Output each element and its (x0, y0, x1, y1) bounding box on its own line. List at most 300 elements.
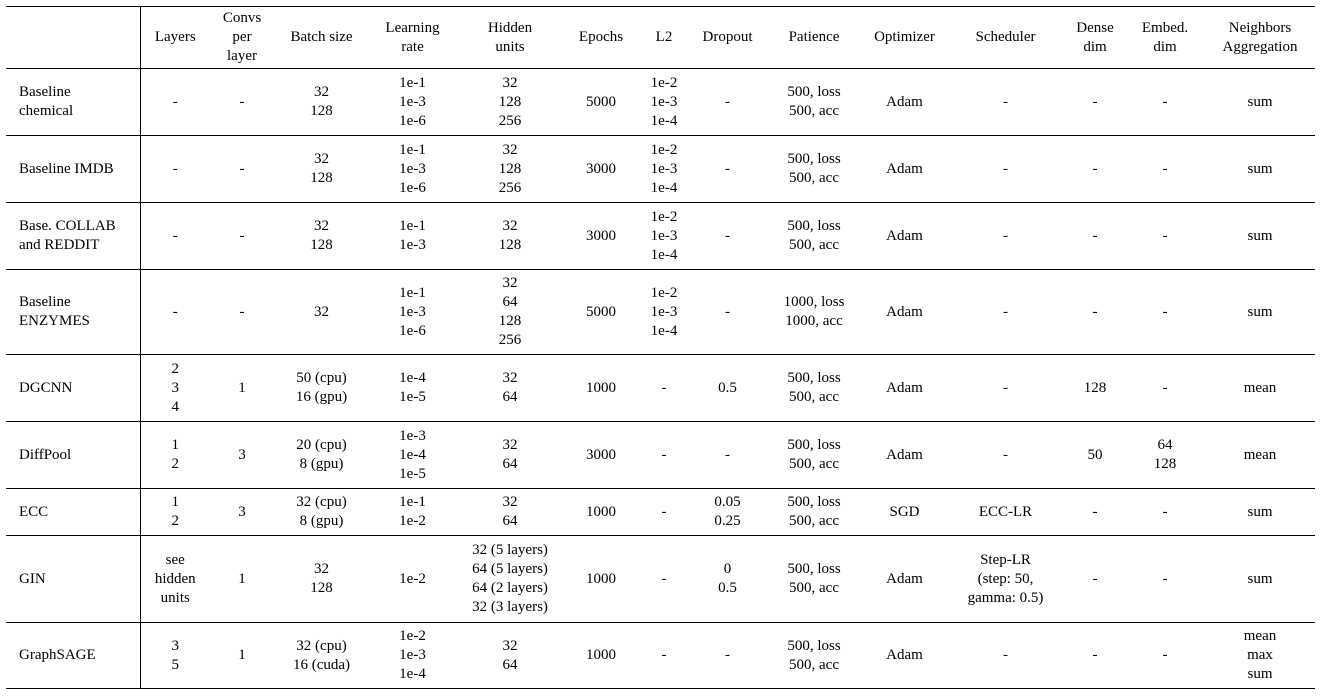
column-header (765, 7, 863, 69)
table-cell (564, 489, 638, 536)
cell-line: - (725, 93, 730, 110)
cell-line: 128 (498, 93, 522, 110)
table-cell (369, 422, 456, 489)
header-line: Embed. (1141, 19, 1189, 36)
table-cell (564, 536, 638, 623)
table-cell (210, 536, 274, 623)
column-header (140, 7, 210, 69)
table-cell (765, 489, 863, 536)
cell-line: 1e-2 (650, 284, 678, 301)
cell-line: - (1092, 503, 1098, 520)
table-cell (765, 355, 863, 422)
table-cell (946, 422, 1065, 489)
column-header (369, 7, 456, 69)
cell-line: 1e-2 (650, 74, 678, 91)
cell-line: 500, acc (789, 656, 839, 673)
cell-line: - (661, 647, 667, 663)
cell-line: see (165, 551, 185, 568)
table-cell (1205, 203, 1315, 270)
cell-line: 0.25 (714, 513, 741, 529)
cell-line: - (172, 93, 178, 110)
cell-line: - (1003, 227, 1008, 244)
cell-line: 128 (498, 160, 522, 177)
cell-line: 32 (314, 303, 329, 320)
table-cell (690, 422, 765, 489)
table-cell (863, 489, 946, 536)
table-cell (274, 422, 369, 489)
table-cell (564, 422, 638, 489)
cell-line: - (1162, 379, 1168, 396)
table-cell (863, 203, 946, 270)
header-line: Hidden (487, 19, 533, 36)
cell-line: - (1092, 570, 1098, 587)
cell-line: 16 (gpu) (295, 389, 348, 405)
header-corner (6, 7, 140, 69)
cell-line: 32 (cpu) (296, 637, 347, 654)
table-cell (946, 203, 1065, 270)
cell-line: 4 (171, 398, 179, 415)
cell-line: 2 (171, 513, 179, 529)
table-cell (210, 136, 274, 203)
cell-line: 3000 (586, 446, 616, 463)
cell-line: 1e-4 (650, 112, 678, 129)
table-cell (863, 355, 946, 422)
cell-line: 20 (cpu) (296, 437, 347, 453)
column-header (456, 7, 564, 69)
table-cell (274, 536, 369, 623)
table-cell (765, 270, 863, 355)
table-cell (863, 136, 946, 203)
cell-line: Adam (886, 379, 923, 396)
cell-line: 3000 (586, 160, 616, 177)
cell-line: - (1092, 160, 1098, 177)
cell-line: 32 (314, 151, 329, 167)
cell-line: 3 (238, 503, 246, 520)
table-cell (690, 355, 765, 422)
row-label (6, 489, 140, 536)
hyperparameter-table (6, 6, 1315, 689)
cell-line: 2 (171, 456, 179, 472)
cell-line: 1 (238, 570, 246, 587)
cell-line: 1 (171, 437, 179, 453)
table-cell (210, 203, 274, 270)
table-cell (863, 69, 946, 136)
cell-line: 64 (1157, 437, 1173, 453)
table-cell (1065, 422, 1125, 489)
cell-line: 32 (502, 218, 518, 234)
cell-line: 500, acc (789, 389, 839, 405)
row-label (6, 422, 140, 489)
cell-line: 32 (502, 370, 518, 386)
cell-line: 1e-4 (650, 179, 678, 196)
table-cell (369, 536, 456, 623)
cell-line: 500, acc (789, 170, 839, 186)
cell-line: and REDDIT (19, 237, 100, 253)
cell-line: sum (1247, 303, 1273, 320)
cell-line: 32 (cpu) (296, 494, 347, 510)
cell-line: max (1247, 647, 1273, 663)
cell-line: 32 (502, 74, 518, 91)
cell-line: DGCNN (19, 379, 73, 396)
hyperparameter-table-wrapper (6, 6, 1315, 689)
cell-line: 1e-3 (399, 93, 426, 110)
header-row (6, 7, 1315, 69)
table-cell (1205, 136, 1315, 203)
table-cell (210, 623, 274, 689)
table-cell (369, 270, 456, 355)
cell-line: 1e-3 (650, 93, 678, 110)
table-cell (946, 355, 1065, 422)
table-cell (1065, 623, 1125, 689)
column-header (274, 7, 369, 69)
cell-line: 500, acc (789, 237, 839, 253)
header-line: Patience (788, 29, 840, 45)
table-cell (1205, 422, 1315, 489)
row-label (6, 69, 140, 136)
cell-line: - (239, 227, 245, 244)
cell-line: sum (1247, 227, 1273, 244)
cell-line: Adam (886, 647, 923, 663)
cell-line: 1000 (586, 379, 616, 396)
cell-line: 8 (gpu) (299, 513, 344, 529)
table-cell (638, 136, 690, 203)
cell-line: 1e-3 (399, 427, 426, 444)
cell-line: 0.5 (718, 580, 737, 596)
cell-line: - (172, 227, 178, 244)
table-cell (210, 422, 274, 489)
header-line: Layers (154, 29, 196, 45)
table-cell (564, 203, 638, 270)
table-cell (140, 270, 210, 355)
cell-line: 1e-6 (399, 112, 426, 129)
table-cell (274, 270, 369, 355)
cell-line: Baseline IMDB (19, 160, 114, 177)
cell-line: - (239, 303, 245, 320)
cell-line: - (1162, 93, 1168, 110)
cell-line: - (239, 93, 245, 110)
table-cell (946, 536, 1065, 623)
table-cell (1065, 536, 1125, 623)
cell-line: 1000, acc (785, 313, 843, 329)
cell-line: 128 (310, 170, 333, 186)
cell-line: - (661, 446, 667, 463)
cell-line: 0.5 (718, 379, 737, 396)
cell-line: mean (1243, 446, 1277, 463)
cell-line: 500, loss (787, 370, 841, 386)
table-cell (140, 422, 210, 489)
cell-line: 1e-2 (399, 570, 426, 587)
table-cell (274, 69, 369, 136)
cell-line: - (725, 446, 730, 463)
cell-line: 256 (498, 112, 522, 129)
table-cell (765, 536, 863, 623)
table-cell (765, 422, 863, 489)
column-header (564, 7, 638, 69)
cell-line: 1e-6 (399, 179, 426, 196)
table-cell (690, 69, 765, 136)
cell-line: 32 (502, 637, 518, 654)
table-cell (1125, 270, 1205, 355)
cell-line: 8 (gpu) (299, 456, 344, 472)
cell-line: - (1162, 647, 1168, 663)
table-cell (210, 69, 274, 136)
table-cell (210, 355, 274, 422)
cell-line: 5000 (586, 93, 616, 110)
table-row (6, 136, 1315, 203)
cell-line: - (239, 160, 245, 177)
table-cell (1205, 489, 1315, 536)
cell-line: - (1003, 160, 1008, 177)
table-cell (765, 623, 863, 689)
table-cell (638, 270, 690, 355)
table-cell (863, 536, 946, 623)
table-row (6, 536, 1315, 623)
cell-line: 32 (314, 84, 329, 100)
cell-line: 128 (498, 313, 522, 329)
cell-line: 5000 (586, 303, 616, 320)
cell-line: 50 (1087, 446, 1103, 463)
table-cell (1205, 270, 1315, 355)
header-line: Epochs (578, 29, 624, 45)
cell-line: 64 (502, 389, 518, 405)
cell-line: 1e-1 (399, 218, 426, 234)
cell-line: - (1092, 227, 1098, 244)
table-cell (140, 203, 210, 270)
table-cell (638, 203, 690, 270)
cell-line: 1e-3 (650, 227, 678, 244)
cell-line: 1e-5 (399, 389, 426, 405)
table-cell (1125, 489, 1205, 536)
cell-line: 1e-2 (650, 208, 678, 225)
table-cell (369, 69, 456, 136)
table-cell (564, 136, 638, 203)
table-cell (274, 203, 369, 270)
table-cell (1125, 355, 1205, 422)
table-cell (456, 270, 564, 355)
table-cell (765, 69, 863, 136)
cell-line: - (172, 160, 178, 177)
table-cell (369, 136, 456, 203)
cell-line: 0 (723, 561, 732, 577)
cell-line: - (1003, 303, 1008, 320)
cell-line: ENZYMES (19, 313, 90, 329)
cell-line: - (1092, 647, 1098, 663)
cell-line: 1 (171, 494, 179, 510)
column-header (863, 7, 946, 69)
cell-line: sum (1247, 570, 1273, 587)
cell-line: 500, acc (789, 456, 839, 472)
column-header (1205, 7, 1315, 69)
cell-line: 500, acc (789, 103, 839, 119)
table-cell (140, 623, 210, 689)
cell-line: 5 (171, 656, 179, 673)
cell-line: sum (1247, 160, 1273, 177)
table-cell (1125, 623, 1205, 689)
cell-line: - (1162, 570, 1168, 587)
cell-line: 1000 (586, 503, 616, 520)
cell-line: 50 (cpu) (296, 370, 347, 386)
cell-line: 64 (502, 656, 518, 673)
cell-line: hidden (154, 570, 196, 587)
row-label (6, 536, 140, 623)
cell-line: - (1162, 303, 1168, 320)
row-label (6, 623, 140, 689)
cell-line: 16 (cuda) (292, 656, 351, 673)
cell-line: 1e-2 (399, 628, 426, 644)
cell-line: 1000, loss (783, 294, 845, 310)
column-header (690, 7, 765, 69)
table-cell (946, 69, 1065, 136)
cell-line: Baseline (19, 84, 71, 100)
cell-line: 32 (502, 275, 518, 291)
cell-line: 128 (310, 580, 333, 596)
header-line: Learning (385, 19, 440, 36)
header-line: units (495, 38, 525, 55)
cell-line: 1e-3 (399, 303, 426, 320)
cell-line: 1e-2 (650, 141, 678, 158)
cell-line: 32 (314, 218, 329, 234)
cell-line: Adam (886, 227, 923, 244)
cell-line: 1 (238, 379, 246, 396)
cell-line: 500, acc (789, 580, 839, 596)
cell-line: 1e-4 (399, 666, 426, 682)
table-cell (369, 489, 456, 536)
cell-line: 500, loss (787, 494, 841, 510)
table-cell (638, 623, 690, 689)
table-cell (1205, 69, 1315, 136)
row-label (6, 203, 140, 270)
row-label (6, 355, 140, 422)
table-cell (638, 536, 690, 623)
cell-line: Baseline (19, 294, 71, 310)
table-cell (690, 489, 765, 536)
cell-line: 128 (1083, 379, 1107, 396)
table-cell (210, 270, 274, 355)
table-cell (456, 623, 564, 689)
table-cell (690, 536, 765, 623)
cell-line: 500, loss (787, 561, 841, 577)
cell-line: - (725, 647, 730, 663)
table-cell (1205, 623, 1315, 689)
table-cell (564, 623, 638, 689)
table-cell (1125, 422, 1205, 489)
cell-line: 64 (502, 294, 518, 310)
cell-line: mean (1243, 379, 1277, 396)
row-label (6, 136, 140, 203)
cell-line: - (661, 570, 667, 587)
cell-line: 32 (5 layers) (472, 542, 548, 558)
table-header (6, 7, 1315, 69)
table-cell (456, 203, 564, 270)
cell-line: 1e-4 (399, 446, 426, 463)
cell-line: - (661, 379, 667, 396)
column-header (638, 7, 690, 69)
table-cell (274, 489, 369, 536)
table-cell (690, 203, 765, 270)
cell-line: - (725, 160, 730, 177)
cell-line: 1e-1 (399, 284, 426, 301)
table-cell (638, 355, 690, 422)
cell-line: (step: 50, (977, 570, 1034, 587)
table-cell (1125, 69, 1205, 136)
table-cell (946, 489, 1065, 536)
table-cell (456, 136, 564, 203)
cell-line: sum (1247, 503, 1273, 520)
cell-line: DiffPool (19, 446, 72, 463)
table-cell (1065, 270, 1125, 355)
cell-line: 500, acc (789, 513, 839, 529)
table-cell (1065, 69, 1125, 136)
cell-line: 1e-3 (650, 303, 678, 320)
table-cell (456, 536, 564, 623)
header-line: L2 (655, 29, 673, 45)
cell-line: - (1003, 379, 1008, 396)
table-cell (456, 422, 564, 489)
cell-line: 1e-3 (399, 160, 426, 177)
table-cell (140, 355, 210, 422)
table-cell (863, 270, 946, 355)
cell-line: ECC-LR (978, 503, 1033, 520)
table-row (6, 270, 1315, 355)
cell-line: 64 (5 layers) (472, 561, 548, 577)
table-cell (369, 355, 456, 422)
cell-line: 256 (498, 179, 522, 196)
cell-line: mean (1243, 628, 1277, 644)
cell-line: - (661, 503, 667, 520)
table-cell (1125, 536, 1205, 623)
cell-line: 1e-3 (399, 647, 426, 663)
cell-line: 64 (502, 513, 518, 529)
cell-line: - (1162, 160, 1168, 177)
table-cell (1125, 136, 1205, 203)
cell-line: 2 (171, 360, 179, 377)
table-cell (765, 136, 863, 203)
cell-line: 1000 (586, 647, 616, 663)
cell-line: - (1003, 446, 1008, 463)
table-cell (690, 623, 765, 689)
header-line: Aggregation (1222, 38, 1298, 55)
cell-line: SGD (889, 503, 920, 520)
cell-line: 32 (3 layers) (472, 599, 548, 615)
cell-line: 1e-1 (399, 74, 426, 91)
cell-line: 128 (1153, 456, 1177, 472)
cell-line: 128 (310, 103, 333, 119)
table-cell (274, 355, 369, 422)
table-row (6, 422, 1315, 489)
cell-line: 1e-5 (399, 465, 426, 482)
cell-line: 1e-4 (650, 322, 678, 339)
cell-line: 3 (238, 446, 246, 463)
table-cell (456, 69, 564, 136)
cell-line: 1e-2 (399, 513, 426, 529)
cell-line: 32 (502, 437, 518, 453)
cell-line: 1e-3 (399, 237, 426, 253)
table-cell (1205, 536, 1315, 623)
cell-line: 1e-6 (399, 322, 426, 339)
table-cell (210, 489, 274, 536)
cell-line: ECC (19, 503, 49, 520)
table-cell (274, 623, 369, 689)
header-line: Optimizer (874, 29, 935, 45)
header-line: dim (1083, 38, 1107, 55)
cell-line: - (1092, 303, 1098, 320)
cell-line: Base. COLLAB (19, 218, 116, 234)
cell-line: 1e-4 (650, 246, 678, 263)
table-cell (1205, 355, 1315, 422)
cell-line: 64 (2 layers) (472, 580, 548, 596)
table-cell (564, 270, 638, 355)
cell-line: 1e-1 (399, 494, 426, 510)
